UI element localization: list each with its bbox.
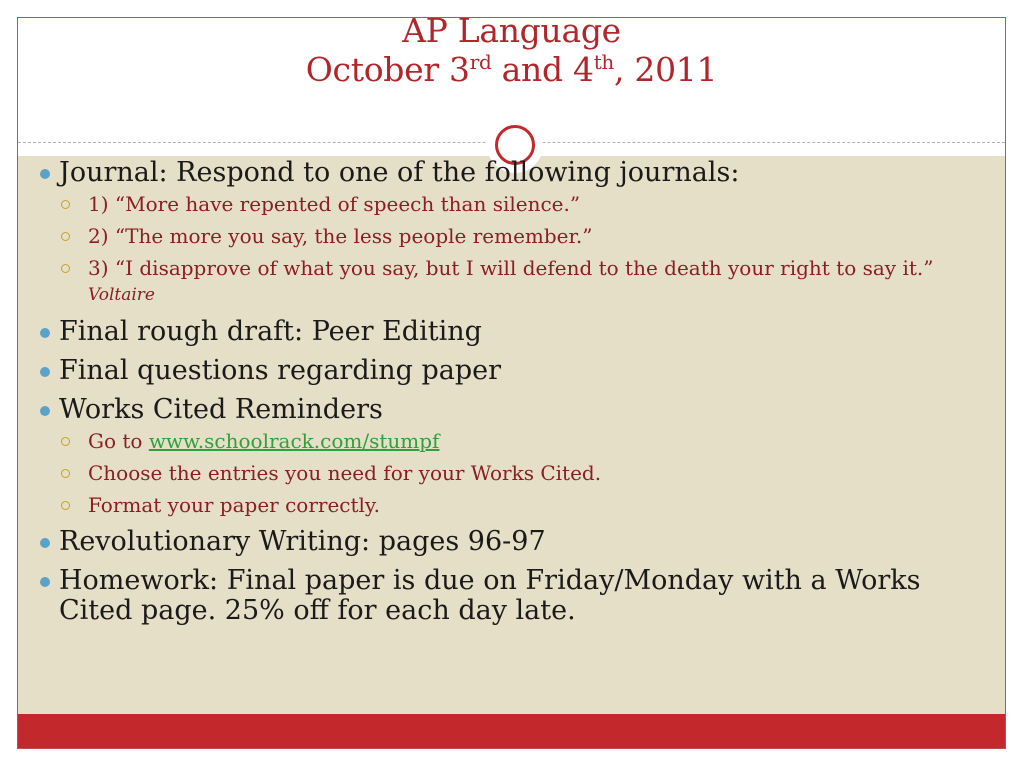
ring-bullet-icon: [61, 469, 70, 478]
works-cited-sub-list: [59, 429, 970, 518]
bullet-text: Final questions regarding paper: [59, 355, 502, 386]
sub-bullet-text: Choose the entries you need for your Works Cited.: [88, 461, 602, 485]
bullet-text: Homework: Final paper is due on Friday/Monday with a Works Cited page. 25% off for each day late.: [59, 565, 921, 626]
date-part-month: October 3: [305, 50, 470, 89]
date-part-year: , 2011: [614, 50, 718, 89]
dot-bullet-icon: [40, 367, 50, 377]
date-superscript-th: th: [593, 50, 615, 74]
sub-bullet-format-paper: [59, 493, 970, 518]
sub-bullet-journal-1: [59, 192, 970, 217]
bullet-text: Journal: Respond to one of the following journals:: [59, 157, 740, 188]
schoolrack-link[interactable]: www.schoolrack.com/stumpf: [148, 429, 440, 453]
bullet-journal: [40, 158, 970, 308]
bullet-final-questions: [40, 356, 970, 386]
dot-bullet-icon: [40, 577, 50, 587]
dot-bullet-icon: [40, 538, 50, 548]
sub-bullet-text: 1) “More have repented of speech than silence.”: [88, 192, 581, 216]
journal-sub-list: [59, 192, 970, 308]
sub-bullet-text: 2) “The more you say, the less people remember.”: [88, 224, 593, 248]
dot-bullet-icon: [40, 406, 50, 416]
sub-bullet-text: 3) “I disapprove of what you say, but I will defend to the death your right to say it.”: [88, 256, 934, 280]
go-to-prefix: Go to: [88, 429, 149, 453]
bullet-text: Works Cited Reminders: [59, 394, 383, 425]
bullet-works-cited: [40, 395, 970, 518]
bullet-list: [40, 158, 970, 635]
date-superscript-rd: rd: [469, 50, 492, 74]
bullet-revolutionary-writing: [40, 527, 970, 557]
bullet-rough-draft: [40, 317, 970, 347]
sub-bullet-choose-entries: [59, 461, 970, 486]
quote-attribution: Voltaire: [88, 285, 155, 305]
bullet-text: Final rough draft: Peer Editing: [59, 316, 482, 347]
bottom-accent-bar: [18, 714, 1005, 748]
ring-bullet-icon: [61, 437, 70, 446]
sub-bullet-journal-2: [59, 224, 970, 249]
date-part-and: and 4: [491, 50, 594, 89]
sub-bullet-journal-3: [59, 256, 970, 308]
bullet-text: Revolutionary Writing: pages 96-97: [59, 526, 546, 557]
ring-bullet-icon: [61, 264, 70, 273]
dot-bullet-icon: [40, 169, 50, 179]
sub-bullet-go-to: [59, 429, 970, 454]
sub-bullet-text: Format your paper correctly.: [88, 493, 380, 517]
slide-title: AP Language: [402, 17, 621, 50]
bullet-homework: [40, 566, 970, 626]
ring-bullet-icon: [61, 232, 70, 241]
ring-bullet-icon: [61, 501, 70, 510]
slide-subtitle-date: [18, 50, 1005, 89]
dot-bullet-icon: [40, 328, 50, 338]
ring-bullet-icon: [61, 200, 70, 209]
